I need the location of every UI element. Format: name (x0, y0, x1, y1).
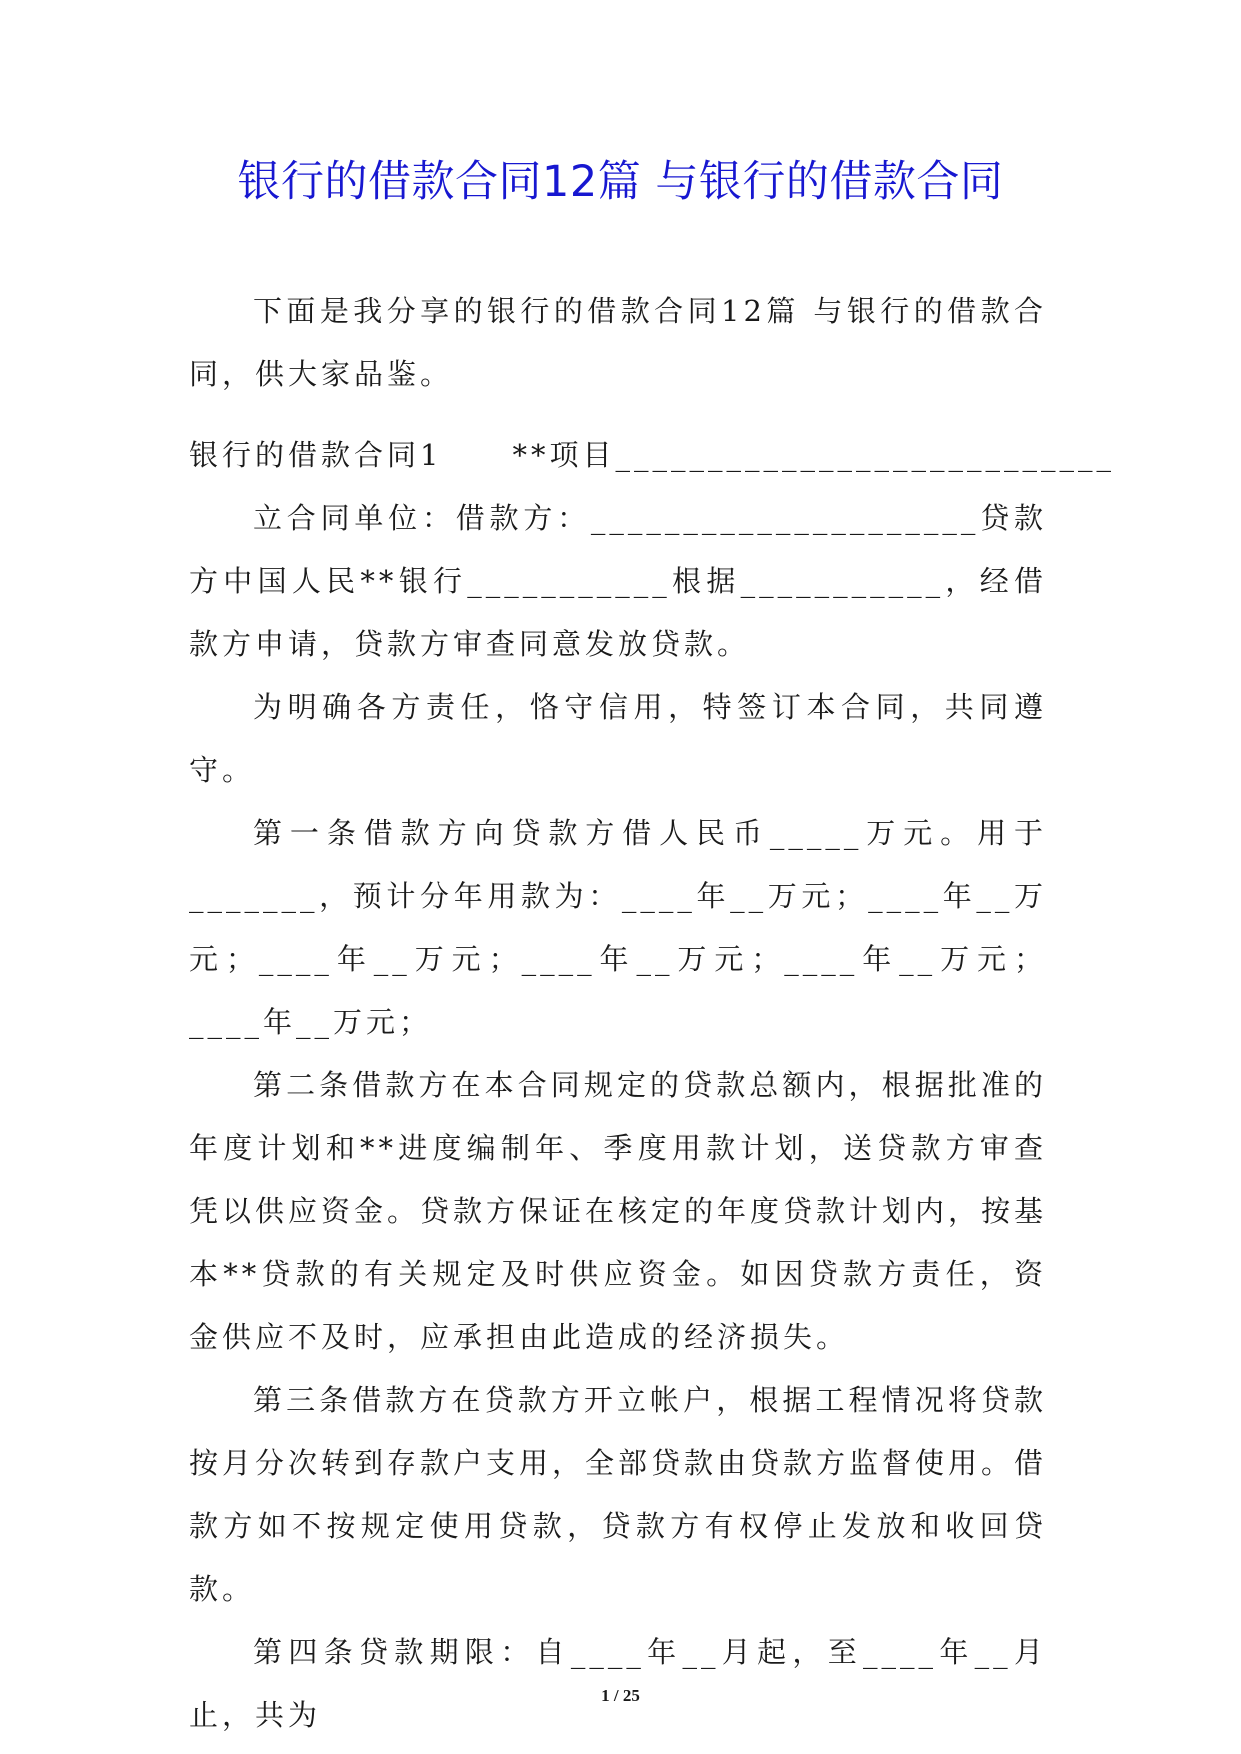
paragraph-article-3: 第三条借款方在贷款方开立帐户，根据工程情况将贷款按月分次转到存款户支用，全部贷款由贷款方监督使用。借款方如不按规定使用贷款，贷款方有权停止发放和收回贷款。 (189, 1383, 1048, 1606)
paragraph-purpose: 为明确各方责任，恪守信用，特签订本合同，共同遵守。 (189, 690, 1047, 787)
paragraph-parties: 立合同单位：借款方：_____________________贷款方中国人民**银行___________根据___________，经借款方申请，贷款方审查同意发放贷款。 (189, 501, 1047, 661)
section-heading-block (189, 424, 1115, 487)
intro-paragraph: 下面是我分享的银行的借款合同12篇 与银行的借款合同，供大家品鉴。 (189, 294, 1047, 391)
section-heading-line (189, 424, 1115, 487)
document-title: 银行的借款合同12篇 与银行的借款合同 (237, 157, 1004, 207)
contract-body (189, 487, 1047, 1747)
intro-block (189, 280, 1047, 406)
paragraph-article-2: 第二条借款方在本合同规定的贷款总额内，根据批准的年度计划和**进度编制年、季度用款计划，送贷款方审查凭以供应资金。贷款方保证在核定的年度贷款计划内，按基本**贷款的有关规定及时供应资金。如因贷款方责任，资金供应不及时，应承担由此造成的经济损失。 (189, 1068, 1048, 1354)
page-number: 1 / 25 (601, 1686, 640, 1705)
paragraph-article-4: 第四条贷款期限：自____年__月起，至____年__月止，共为 (189, 1635, 1047, 1732)
project-line: **项目___________________________ (512, 438, 1115, 472)
paragraph-article-1: 第一条借款方向贷款方借人民币_____万元。用于_______，预计分年用款为：____年__万元；____年__万元；____年__万元；____年__万元；____年__万元；____年__万元； (189, 816, 1047, 1039)
section-heading: 银行的借款合同1 (189, 438, 443, 472)
